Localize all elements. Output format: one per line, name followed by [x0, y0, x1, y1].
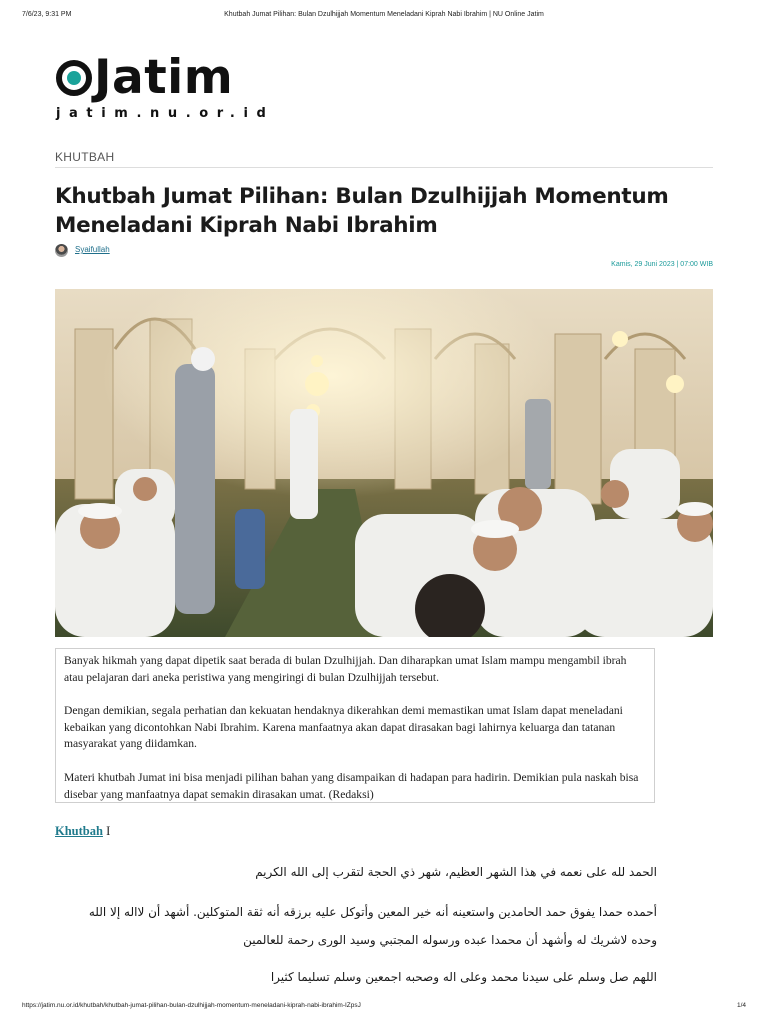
arabic-paragraph-2: أحمده حمدا يفوق حمد الحامدين واستعينه أنه خير المعين وأتوكل عليه برزقه أنه ثقة المتوكلين. أشهد أن لااله إلا الله وحده لاشريك له وأشهد أن محمدا عبده ورسوله المجتبي وسيد الورى رحمة للعالمين	[88, 905, 657, 947]
article-title: Khutbah Jumat Pilihan: Bulan Dzulhijjah Momentum Meneladani Kiprah Nabi Ibrahim	[55, 184, 669, 238]
site-logo[interactable]	[55, 50, 275, 126]
category-label[interactable]: KHUTBAH	[55, 150, 115, 164]
khutbah-link[interactable]: Khutbah	[55, 824, 103, 838]
arabic-line-3: اللهم صل وسلم على سيدنا محمد وعلى اله وصحبه اجمعين وسلم تسليما كثيرا	[270, 970, 657, 984]
intro-paragraph: Banyak hikmah yang dapat dipetik saat berada di bulan Dzulhijjah. Dan diharapkan umat Islam mampu mengambil ibrah atau pelajaran dari aneka peristiwa yang mengiringi di bulan Dzulhijjah tersebut.	[64, 654, 627, 684]
intro-paragraph: Materi khutbah Jumat ini bisa menjadi pilihan bahan yang disampaikan di hadapan para hadirin. Demikian pula naskah bisa disebar yang manfaatnya dapat semakin dirasakan umat. (Redaksi)	[64, 770, 639, 801]
print-footer	[0, 1002, 768, 1014]
print-page-number: 1/4	[736, 1002, 746, 1009]
author-link[interactable]: Syaifullah	[75, 245, 110, 254]
print-header	[0, 11, 768, 23]
publish-date: Kamis, 29 Juni 2023 | 07:00 WIB	[611, 261, 713, 268]
print-url: https://jatim.nu.or.id/khutbah/khutbah-jumat-pilihan-bulan-dzulhijjah-momentum-meneladani-kiprah-nabi-ibrahim-IZpsJ	[22, 1002, 361, 1009]
print-page-title: Khutbah Jumat Pilihan: Bulan Dzulhijjah Momentum Meneladani Kiprah Nabi Ibrahim | NU Online Jatim	[224, 11, 544, 18]
print-datetime: 7/6/23, 9:31 PM	[22, 11, 72, 18]
section-numeral: I	[102, 824, 111, 838]
section-heading	[55, 824, 110, 839]
mosque-photo	[55, 289, 713, 637]
arabic-line-1: الحمد لله على نعمه في هذا الشهر العظيم، شهر ذي الحجة لتقرب إلى الله الكريم	[255, 865, 657, 879]
intro-paragraph: Dengan demikian, segala perhatian dan kekuatan hendaknya dikerahkan demi memastikan umat Islam dapat meneladani kebaikan yang dicontohkan Nabi Ibrahim. Karena manfaatnya akan dapat dirasakan bagi lahirnya keluarga dan tatanan masyarakat yang diidamkan.	[64, 704, 623, 751]
logo-word: Jatim	[94, 50, 234, 105]
logo-ring-icon	[55, 59, 95, 99]
hero-image	[55, 289, 713, 637]
intro-box	[55, 648, 655, 803]
author-avatar	[55, 244, 68, 257]
logo-url: jatim.nu.or.id	[56, 106, 275, 121]
divider	[55, 167, 713, 168]
